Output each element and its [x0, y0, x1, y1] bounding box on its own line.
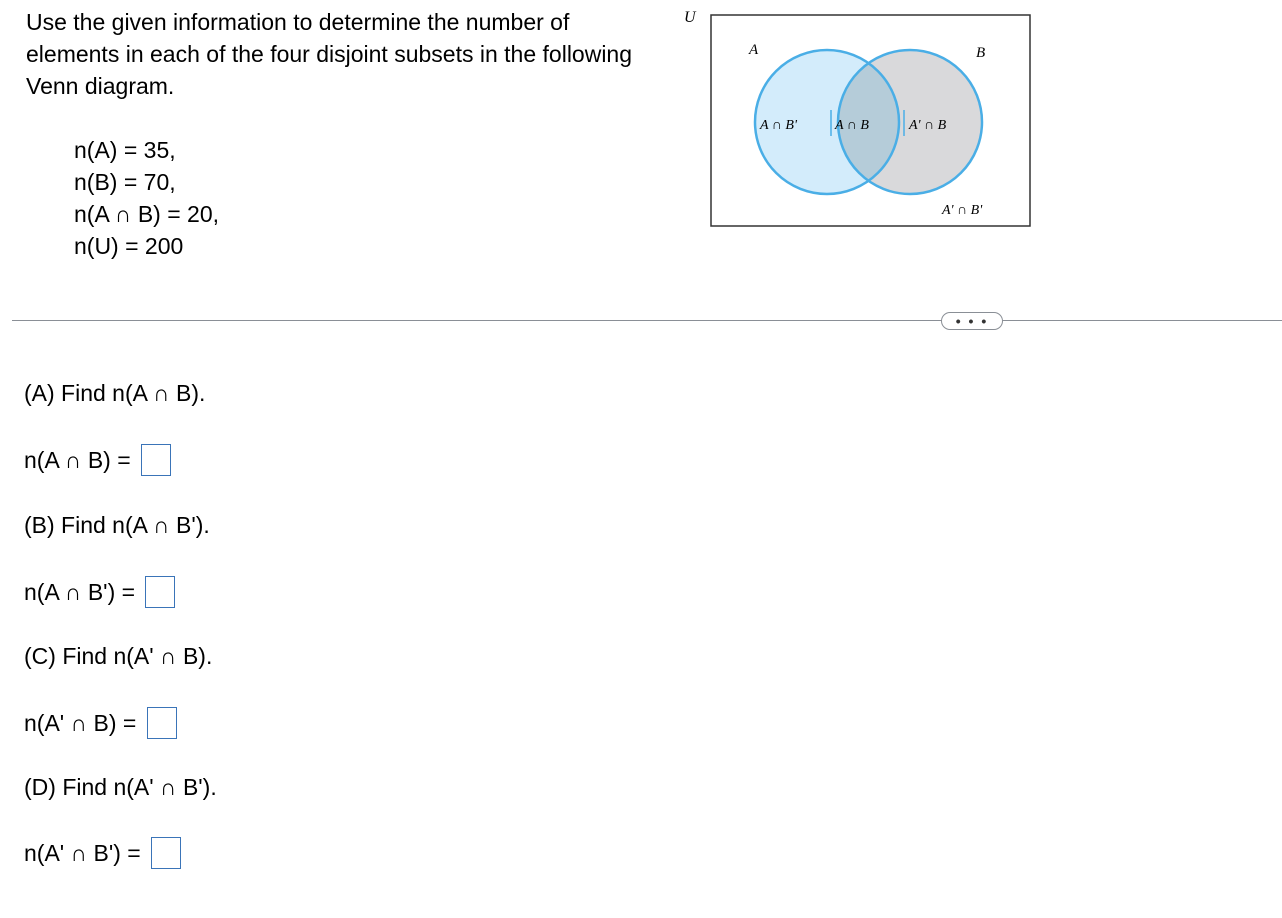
venn-diagram — [680, 4, 1040, 234]
question-c: (C) Find n(A' ∩ B). — [24, 643, 213, 669]
answer-label-d: n(A' ∩ B') = — [24, 840, 148, 866]
answer-label-a: n(A ∩ B) = — [24, 447, 138, 473]
set-b-label: B — [976, 45, 986, 61]
given-values — [74, 134, 219, 262]
given-n-a: n(A) = 35, — [74, 137, 176, 163]
answer-row-d — [24, 837, 181, 869]
universe-label: U — [684, 9, 696, 26]
ellipsis-icon: • • • — [955, 313, 989, 329]
answer-input-c[interactable] — [147, 707, 177, 739]
set-a-label: A — [749, 42, 759, 58]
given-n-a-intersect-b: n(A ∩ B) = 20, — [74, 201, 220, 227]
answer-row-b — [24, 576, 175, 608]
region-neither-label: A' ∩ B' — [942, 203, 983, 218]
answer-row-a — [24, 444, 171, 476]
more-options-button[interactable] — [941, 312, 1003, 330]
region-both-label: A ∩ B — [835, 118, 869, 133]
answer-input-b[interactable] — [145, 576, 175, 608]
given-n-u: n(U) = 200 — [74, 233, 184, 259]
question-d: (D) Find n(A' ∩ B'). — [24, 774, 217, 800]
section-divider — [12, 320, 1282, 321]
answer-row-c — [24, 707, 177, 739]
region-b-only-label: A' ∩ B — [909, 118, 947, 133]
answer-label-c: n(A' ∩ B) = — [24, 710, 143, 736]
given-n-b: n(B) = 70, — [74, 169, 176, 195]
answer-input-a[interactable] — [141, 444, 171, 476]
answer-label-b: n(A ∩ B') = — [24, 579, 142, 605]
question-a: (A) Find n(A ∩ B). — [24, 380, 206, 406]
region-a-only-label: A ∩ B' — [760, 118, 797, 133]
question-b: (B) Find n(A ∩ B'). — [24, 512, 210, 538]
answer-input-d[interactable] — [151, 837, 181, 869]
problem-instructions: Use the given information to determine the number of elements in each of the four disjoint subsets in the following Venn diagram. — [26, 9, 633, 99]
